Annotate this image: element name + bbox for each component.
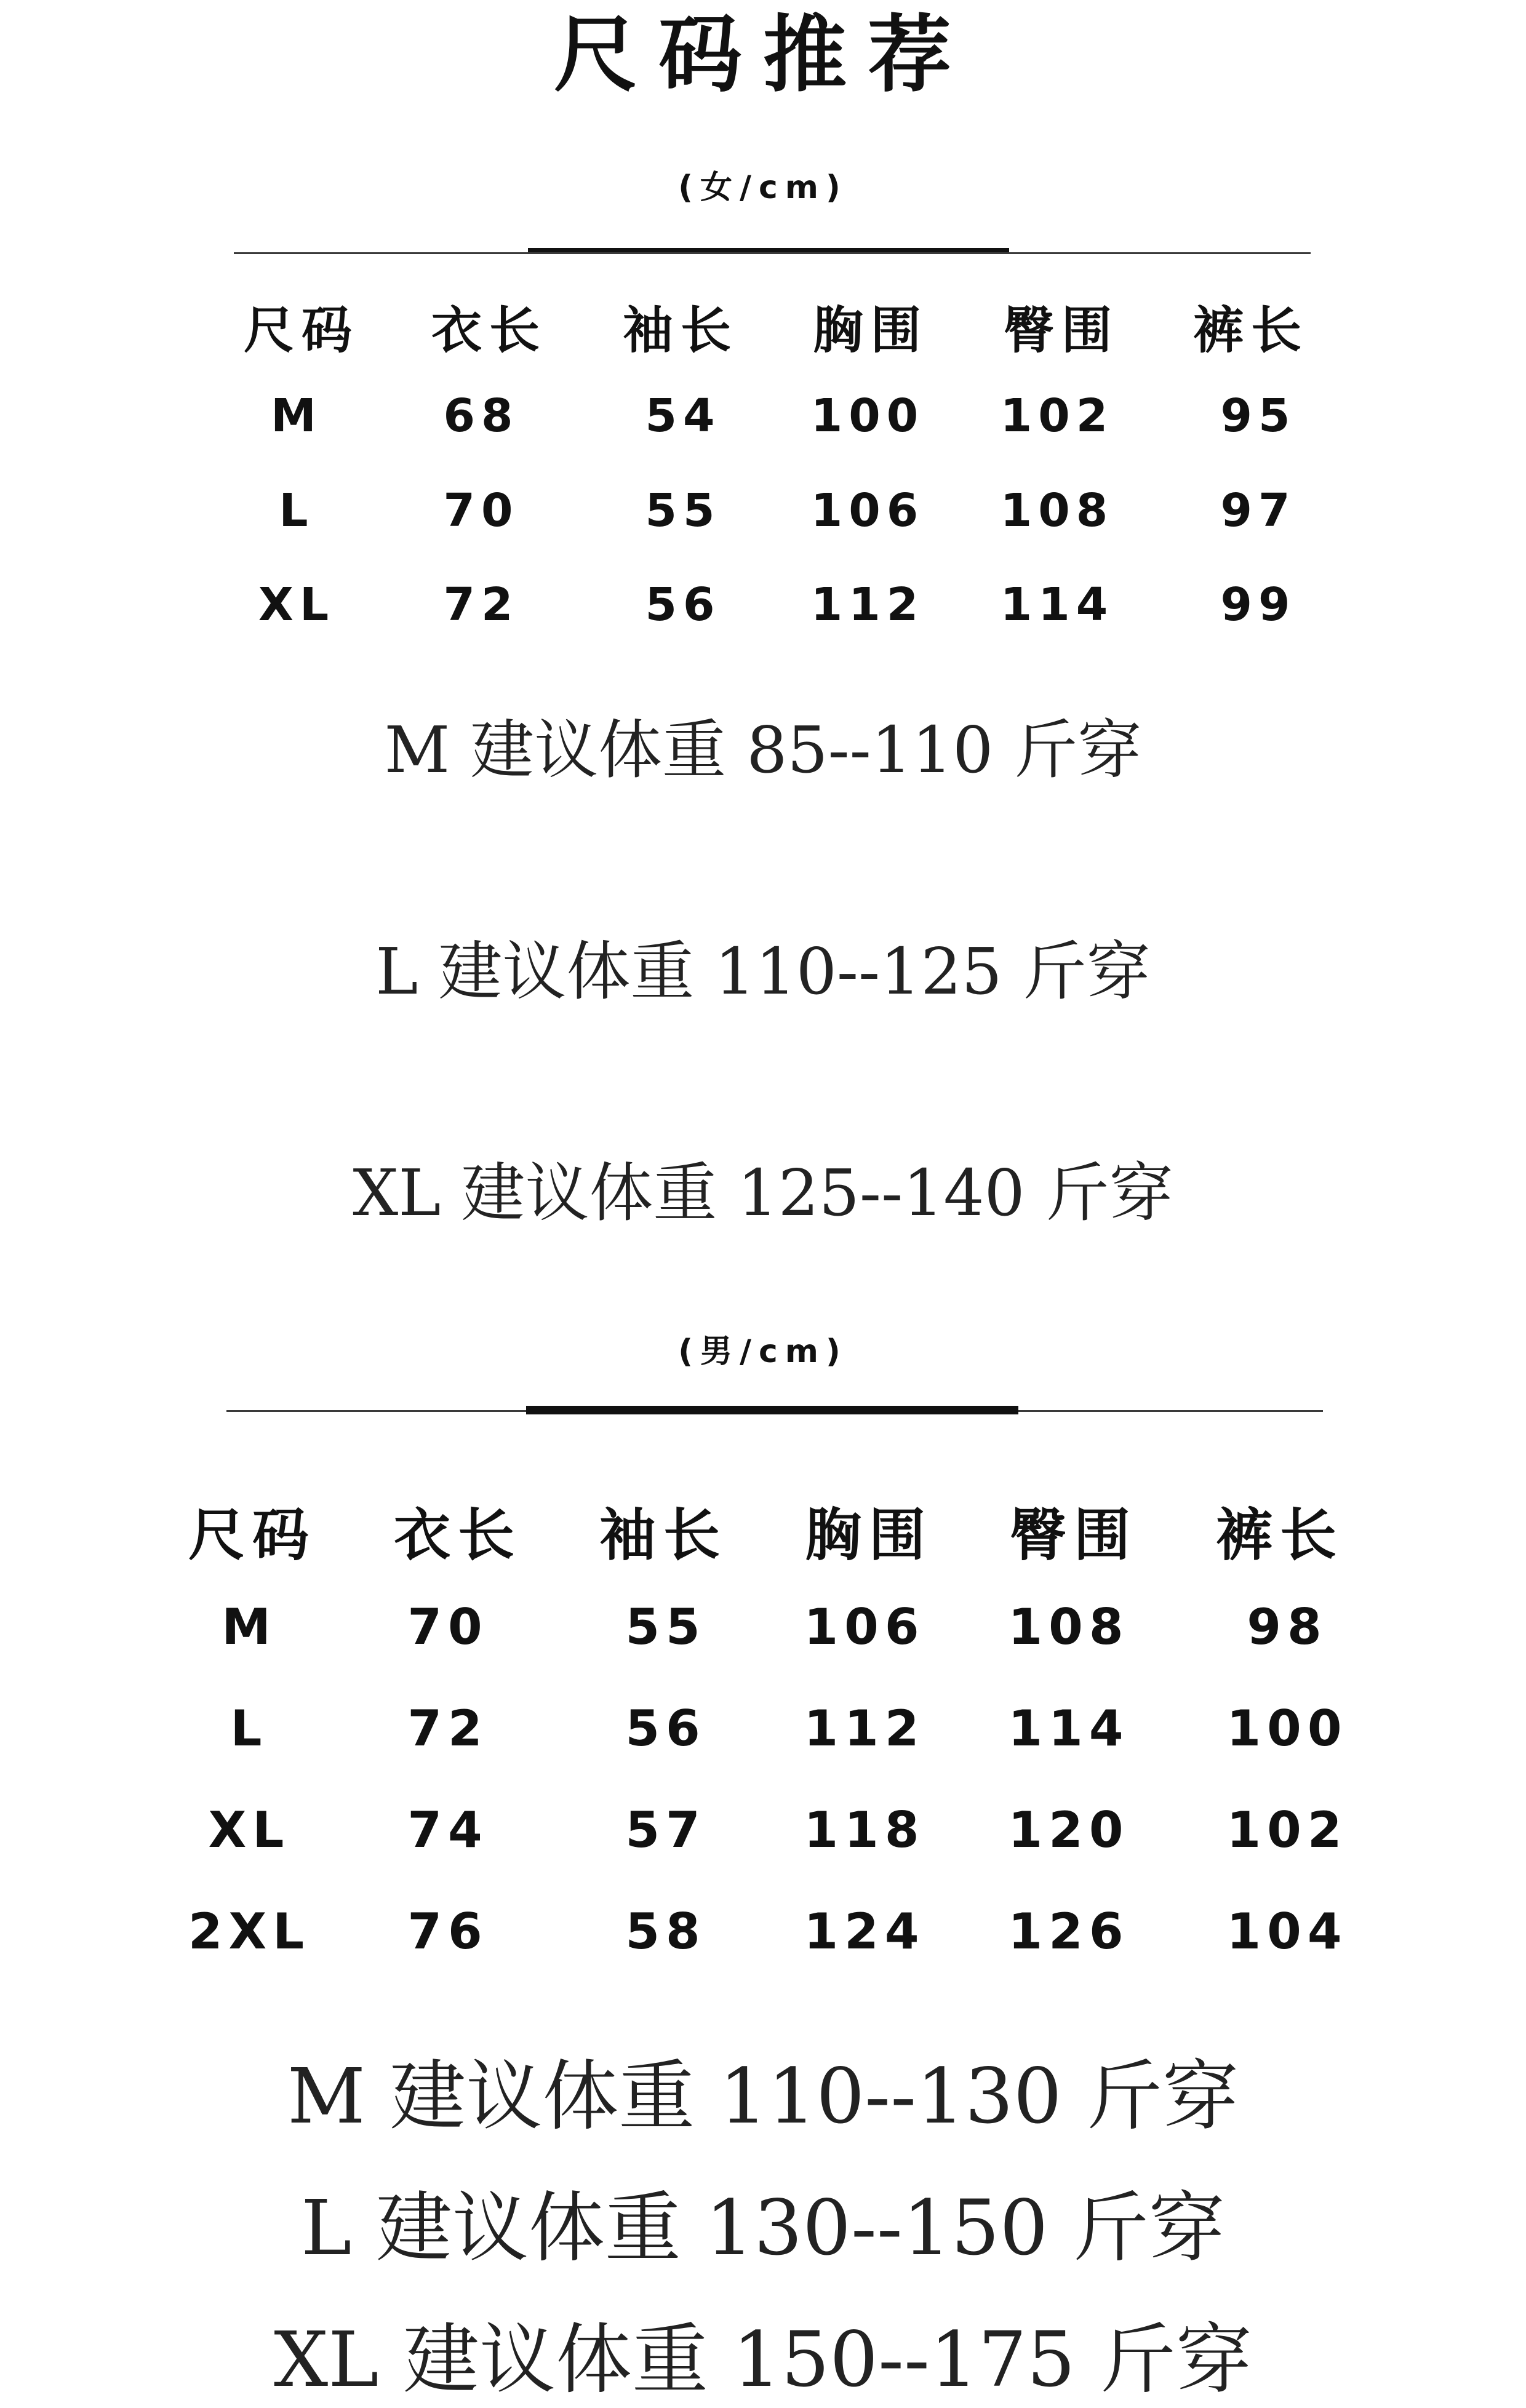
women-row-l-length: 70 xyxy=(443,484,519,537)
men-row-2xl-chest: 124 xyxy=(804,1903,925,1960)
page-title: 尺码推荐 xyxy=(554,7,972,104)
men-row-2xl-length: 76 xyxy=(407,1903,489,1960)
women-weight-note-m: M 建议体重 85--110 斤穿 xyxy=(384,712,1142,787)
women-header-chest: 胸围 xyxy=(812,301,929,360)
men-unit-label: (男/cm) xyxy=(678,1333,848,1370)
women-header-size: 尺码 xyxy=(243,301,360,360)
women-row-l-chest: 106 xyxy=(810,484,925,537)
men-row-xl-pants: 102 xyxy=(1226,1801,1348,1859)
men-header-sleeve: 袖长 xyxy=(599,1502,728,1568)
men-row-m-sleeve: 55 xyxy=(625,1598,706,1656)
men-row-xl-hip: 120 xyxy=(1008,1801,1130,1859)
women-size-table xyxy=(0,0,1526,677)
women-header-length: 衣长 xyxy=(431,301,548,360)
men-header-length: 衣长 xyxy=(393,1502,522,1568)
men-row-m-hip: 108 xyxy=(1008,1598,1130,1656)
women-unit-label: (女/cm) xyxy=(678,169,848,206)
men-row-xl-size: XL xyxy=(208,1801,290,1859)
women-row-l-sleeve: 55 xyxy=(645,484,721,537)
men-weight-note-m: M 建议体重 110--130 斤穿 xyxy=(287,2052,1239,2141)
men-row-xl-chest: 118 xyxy=(804,1801,925,1859)
men-row-xl-length: 74 xyxy=(407,1801,489,1859)
men-row-l-chest: 112 xyxy=(804,1700,925,1757)
men-header-hip: 臀围 xyxy=(1009,1502,1138,1568)
women-row-m-hip: 102 xyxy=(1000,389,1114,442)
women-weight-note-l: L 建议体重 110--125 斤穿 xyxy=(375,934,1151,1009)
women-row-m-chest: 100 xyxy=(810,389,925,442)
men-row-l-sleeve: 56 xyxy=(625,1700,706,1757)
women-row-xl-sleeve: 56 xyxy=(645,578,721,631)
men-row-l-length: 72 xyxy=(407,1700,489,1757)
women-row-xl-pants: 99 xyxy=(1220,578,1296,631)
women-weight-note-xl: XL 建议体重 125--140 斤穿 xyxy=(353,1155,1173,1230)
women-row-xl-size: XL xyxy=(258,578,335,631)
women-header-pants: 裤长 xyxy=(1192,301,1309,360)
men-row-2xl-sleeve: 58 xyxy=(625,1903,706,1960)
women-row-m-pants: 95 xyxy=(1220,389,1296,442)
women-row-l-hip: 108 xyxy=(1000,484,1114,537)
women-header-hip: 臀围 xyxy=(1003,301,1120,360)
men-size-table xyxy=(0,1415,1526,1969)
women-row-xl-chest: 112 xyxy=(810,578,925,631)
men-row-l-pants: 100 xyxy=(1226,1700,1348,1757)
women-header-sleeve: 袖长 xyxy=(622,301,739,360)
men-header-pants: 裤长 xyxy=(1215,1502,1344,1568)
men-row-m-chest: 106 xyxy=(804,1598,925,1656)
men-row-l-hip: 114 xyxy=(1008,1700,1130,1757)
women-row-l-size: L xyxy=(279,484,314,537)
women-row-m-sleeve: 54 xyxy=(645,389,721,442)
men-divider-accent xyxy=(526,1406,1018,1414)
men-header-size: 尺码 xyxy=(188,1502,317,1568)
men-weight-note-l: L 建议体重 130--150 斤穿 xyxy=(301,2184,1225,2273)
women-row-xl-length: 72 xyxy=(443,578,519,631)
women-row-xl-hip: 114 xyxy=(1000,578,1114,631)
men-row-2xl-size: 2XL xyxy=(188,1903,311,1960)
men-row-2xl-pants: 104 xyxy=(1226,1903,1348,1960)
men-row-m-size: M xyxy=(222,1598,277,1656)
men-row-2xl-hip: 126 xyxy=(1008,1903,1130,1960)
men-row-m-pants: 98 xyxy=(1247,1598,1328,1656)
women-row-l-pants: 97 xyxy=(1220,484,1296,537)
women-row-m-size: M xyxy=(271,389,322,442)
men-row-m-length: 70 xyxy=(407,1598,489,1656)
men-weight-note-xl: XL 建议体重 150--175 斤穿 xyxy=(273,2316,1253,2404)
men-header-chest: 胸围 xyxy=(804,1502,933,1568)
men-row-l-size: L xyxy=(230,1700,268,1757)
women-row-m-length: 68 xyxy=(443,389,519,442)
men-row-xl-sleeve: 57 xyxy=(625,1801,706,1859)
